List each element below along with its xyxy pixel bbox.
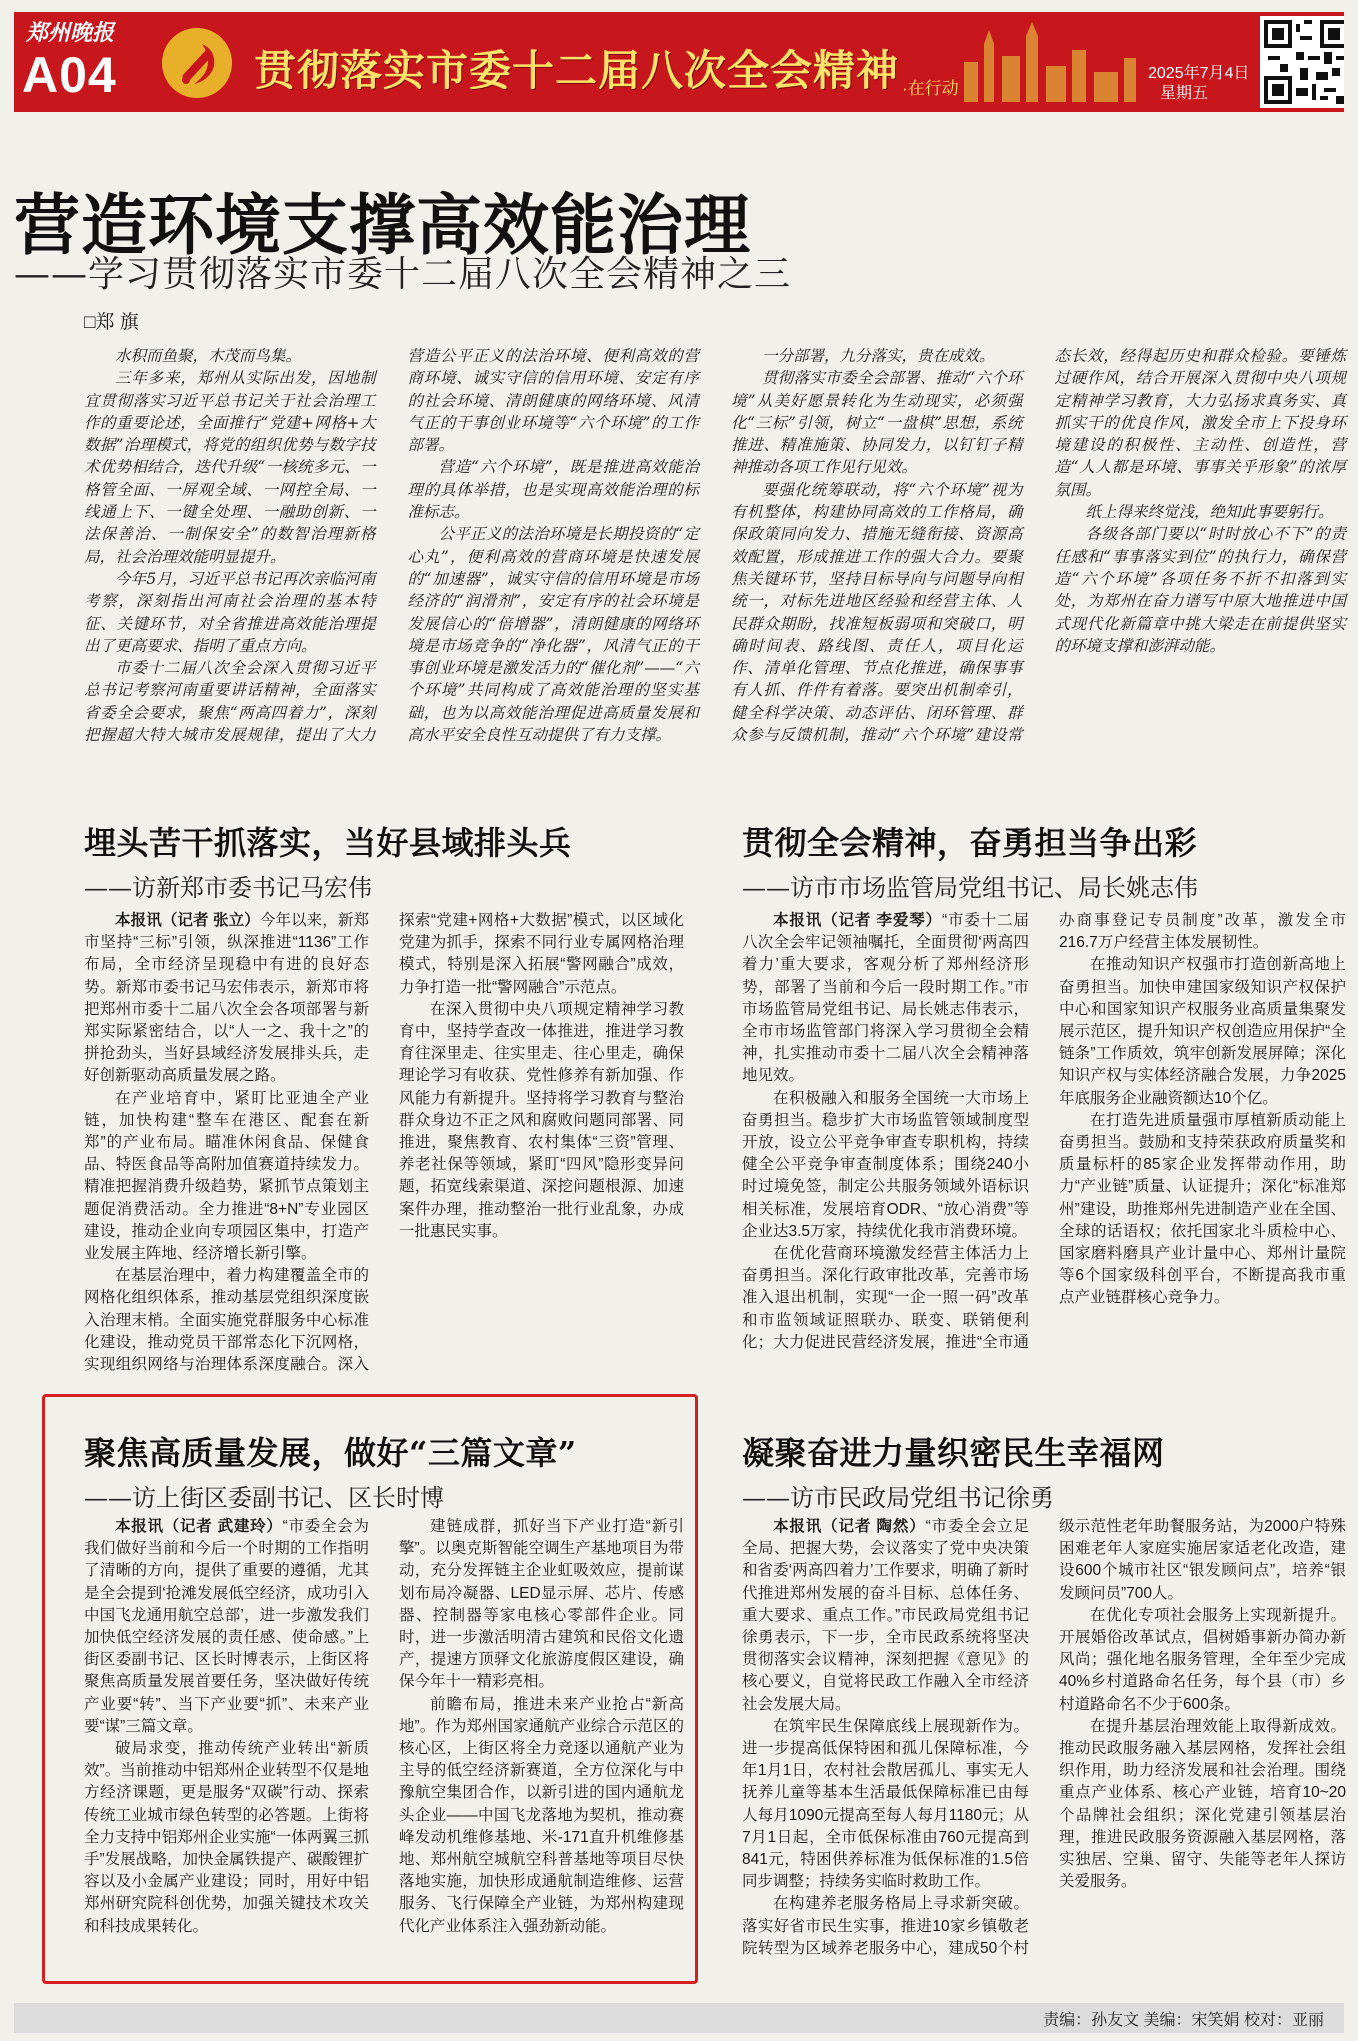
section-paragraph: “市委全会为我们做好当前和今后一个时期的工作指明了清晰的方向，提供了重要的遵循，尤其是全会提到‘抢滩发展低空经济，成功引入中国飞龙通用航空总部’，进一步激发我们加快低空经济发展的责任感、使命感。”上街区委副书记、区长时博表示，上街区将聚焦高质量发展首要任务，坚决做好传统产业要“转”、当下产业要“抓”、未来产业要“谋”三篇文章。 (84, 1518, 369, 1735)
issue-date: 2025年7月4日 (1148, 65, 1250, 82)
section-paragraph: 在优化专项社会服务上实现新提升。开展婚俗改革试点，倡树婚事新办简办新风尚；强化地名服务管理，全年至少完成40%乡村道路命名任务，每个县（市）乡村道路命名不少于600条。 (1059, 1606, 1346, 1713)
paper-name: 郑州晚报 (26, 20, 115, 46)
section-subtitle: ——访市市场监管局党组书记、局长姚志伟 (742, 874, 1198, 902)
main-article-body (84, 345, 1346, 755)
section-paragraph: 在深入贯彻中央八项规定精神学习教育中，坚持学查改一体推进，推进学习教育往深里走、往实里走、往心里走，确保理论学习有收获、党性修养有新加强、作风能力有新提升。坚持将学习教育与整治群众身边不正之风和腐败问题同部署、同推进，聚焦教育、农村集体“三资”管理、养老社保等领域，紧盯“四风”隐形变异问题，拓宽线索渠道、深挖问题根源、加速案件办理，推动整治一批行业乱象，办成一批惠民实事。 (399, 1000, 684, 1240)
section-paragraph: 建链成群，抓好当下产业打造“新引擎”。以奥克斯智能空调生产基地项目为带动，充分发挥链主企业虹吸效应，提前谋划布局冷凝器、LED显示屏、芯片、传感器、控制器等家电核心零部件企业。同时，进一步激活明清古建筑和民俗文化遗产，提速方顶驿文化旅游度假区建设，确保今年十一精彩亮相。 (399, 1518, 684, 1691)
main-paragraph: 今年5月，习近平总书记再次亲临河南考察，深刻指出河南社会治理的基本特征、关键环节，对全省推进高效能治理提出了更高要求、指明了重点方向。 (84, 569, 376, 655)
banner-title: 贯彻落实市委十二届八次全会精神 (254, 46, 900, 95)
section-lead: 本报讯（记者 李爱琴） (773, 912, 942, 929)
section-minzheng-heading (742, 1428, 1165, 1513)
main-paragraph: 纸上得来终觉浅，绝知此事要躬行。 (1085, 503, 1334, 522)
section-paragraph: “市委十二届八次全会牢记领袖嘱托，全面贯彻‘两高四着力’重大要求，客观分析了郑州经济形势，部署了当前和今后一段时期工作。”市市场监管局党组书记、局长姚志伟表示，全市市场监管部门将深入学习贯彻全会精神，扎实推动市委十二届八次全会精神落地见效。 (742, 912, 1029, 1085)
main-subheadline: ——学习贯彻落实市委十二届八次全会精神之三 (14, 254, 792, 295)
section-xinzheng-body (84, 910, 684, 1388)
section-shichang-heading (742, 818, 1198, 903)
section-shangjie-body (84, 1516, 684, 1976)
section-lead: 本报讯（记者 武建玲） (115, 1518, 283, 1535)
section-shangjie-heading (84, 1428, 577, 1513)
section-title: 聚焦高质量发展，做好“三篇文章” (84, 1434, 577, 1472)
main-paragraph: 公平正义的法治环境是长期投资的“定心丸”，便利高效的营商环境是快速发展的“加速器”，诚实守信的信用环境是市场经济的“润滑剂”，安定有序的社会环境是发展信心的“倍增器”，清朗健康的网络环境是市场竞争的“净化器”，风清气正的干事创业环境是激发活力的“催化剂”——“六个环境”共同构成了高效能治理的坚实基础，也为以高效能治理促进高质量发展和高水平安全良性互动提供了有力支撑。 (407, 525, 699, 745)
section-shichang-body (742, 910, 1346, 1388)
main-byline: □郑 旗 (84, 312, 139, 333)
section-lead: 本报讯（记者 张立） (115, 912, 260, 929)
section-lead: 本报讯（记者 陶然） (773, 1518, 926, 1535)
section-title: 埋头苦干抓落实，当好县域排头兵 (84, 824, 572, 862)
main-paragraph: 水积而鱼聚，木茂而鸟集。 (115, 347, 302, 365)
banner-subtitle: ·在行动 (902, 79, 959, 98)
party-emblem-icon (162, 28, 232, 98)
editor-credits: 责编：孙友文 美编：宋笑娟 校对：亚丽 (1043, 2012, 1324, 2029)
issue-weekday: 星期五 (1160, 85, 1209, 102)
section-paragraph: 在筑牢民生保障底线上展现新作为。进一步提高低保特困和孤儿保障标准，今年1月1日，农村社会散居孤儿、事实无人抚养儿童等基本生活最低保障标准已由每人每月1090元提高至每人每月1180元；从7月1日起，全市低保标准由760元提高到841元，特困供养标准为低保标准的1.5倍同步调整；持续务实临时救助工作。 (742, 1717, 1029, 1891)
main-paragraph: 各级各部门要以“时时放心不下”的责任感和“事事落实到位”的执行力，确保营造“六个环境”各项任务不折不扣落到实处，为郑州在奋力谱写中原大地推进中国式现代化新篇章中挑大梁走在前提供坚实的环境支撑和澎湃动能。 (1054, 525, 1346, 655)
section-paragraph: 今年以来，新郑市坚持“三标”引领，纵深推进“1136”工作布局，全市经济呈现稳中有进的良好态势。新郑市委书记马宏伟表示，新郑市将把郑州市委十二届八次全会各项部署与新郑实际紧密结合，以“人一之、我十之”的拼抢劲头，当好县域经济发展排头兵，走好创新驱动高质量发展之路。 (84, 912, 369, 1085)
section-title: 凝聚奋进力量织密民生幸福网 (742, 1434, 1165, 1472)
section-paragraph: 破局求变，推动传统产业转出“新质效”。当前推动中铝郑州企业转型不仅是地方经济课题，更是服务“双碳”行动、探索传统工业城市绿色转型的必答题。上街将全力支持中铝郑州企业实施“一体两翼三抓手”发展战略，加快金属铁提产、碳酸锂扩容以及小金属产业建设；同时，用好中铝郑州研究院科创优势，加强关键技术攻关和科技成果转化。 (84, 1740, 369, 1935)
section-paragraph: 在积极融入和服务全国统一大市场上奋勇担当。稳步扩大市场监管领域制度型开放，设立公平竞争审查专职机构，持续健全公平竞争审查制度体系；围绕240小时过境免签，制定公共服务领域外语标识相关标准，发展培育ODR、“放心消费”等企业达3.5万家，持续优化我市消费环境。 (742, 1089, 1029, 1240)
section-paragraph: 在产业培育中，紧盯比亚迪全产业链，加快构建“整车在港区、配套在新郑”的产业布局。瞄准休闲食品、保健食品、特医食品等高附加值赛道持续发力。精准把握消费升级趋势，紧抓节点策划主题促消费活动。全力推进“8+N”专业园区建设，推动企业向专项园区集中，打造产业发展主阵地、经济增长新引擎。 (84, 1089, 369, 1263)
page-number: A04 (22, 47, 117, 103)
section-paragraph: 在推动知识产权强市打造创新高地上奋勇担当。加快申建国家级知识产权保护中心和国家知识产权服务业高质量集聚发展示范区，提升知识产权创造应用保护“全链条”工作质效，筑牢创新发展屏障；深化知识产权与实体经济融合发展，力争2025年底服务企业融资额达10个亿。 (1059, 956, 1346, 1107)
qr-code-icon (1260, 16, 1344, 108)
section-subtitle: ——访新郑市委书记马宏伟 (84, 874, 372, 902)
footer-bar (14, 2003, 1344, 2033)
section-paragraph: 在基层治理中，着力构建覆盖全市的网格化组织体系，推动基层党组织深度嵌入治理末梢。全面实施党群服务中心标准化建设，推动党员干部常态化下沉网格，实现组织网络与治理体系深度融合。深入探索“党建+网格+大数据”模式，以区域化党建为抓手，探索不同行业专属网格治理模式，特别是深入拓展“警网融合”成效，力争打造一批“警网融合”示范点。 (84, 912, 684, 1374)
main-paragraph: 贯彻落实市委全会部署、推动“六个环境”从美好愿景转化为生动现实，必须强化“三标”引领，树立“一盘棋”思想，系统推进、精准施策、协同发力，以钉钉子精神推动各项工作见行见效。 (731, 369, 1023, 477)
section-paragraph: 在提升基层治理效能上取得新成效。推动民政服务融入基层网格，发挥社会组织作用，助力经济发展和社会治理。围绕重点产业体系、核心产业链，培育10~20个品牌社会组织；深化党建引领基层治理，推进民政服务资源融入基层网格，落实独居、空巢、留守、失能等老年人探访关爱服务。 (1059, 1717, 1346, 1891)
section-paragraph: 在优化营商环境激发经营主体活力上奋勇担当。深化行政审批改革，完善市场准入退出机制，实现“一企一照一码”改革和市监领域证照联办、联变、联销便利化；大力促进民营经济发展，推进“全市通办商事登记专员制度”改革，激发全市216.7万户经营主体发展韧性。 (742, 912, 1346, 1351)
masthead (14, 12, 1344, 112)
section-paragraph: 在打造先进质量强市厚植新质动能上奋勇担当。鼓励和支持荣获政府质量奖和质量标杆的85家企业发挥带动作用，助力“产业链”质量、认证提升；深化“标准郑州”建设，助推郑州先进制造产业在全国、全球的话语权；依托国家北斗质检中心、国家磨料磨具产业计量中心、郑州计量院等6个国家级科创平台，不断提高我市重点产业链群核心竞争力。 (1059, 1111, 1346, 1307)
section-title: 贯彻全会精神，奋勇担当争出彩 (742, 824, 1198, 862)
section-subtitle: ——访市民政局党组书记徐勇 (742, 1484, 1054, 1512)
main-paragraph: 三年多来，郑州从实际出发，因地制宜贯彻落实习近平总书记关于社会治理工作的重要论述，全面推行“党建+网格+大数据”治理模式，将党的组织优势与数字技术优势相结合，迭代升级“一核统多元、一格管全面、一屏观全域、一网控全局、一线通上下、一键全处理、一融助创新、一法保善治、一制保安全”的数智治理新格局，社会治理效能明显提升。 (84, 369, 376, 566)
section-paragraph: 在构建养老服务格局上寻求新突破。落实好省市民生实事，推进10家乡镇敬老院转型为区域养老服务中心，建成50个村级示范性老年助餐服务站，为2000户特殊困难老年人家庭实施居家适老化改造，建设600个城市社区“银发顾问点”，培养“银发顾问员”700人。 (742, 1518, 1346, 1957)
section-xinzheng-heading (84, 818, 572, 903)
main-paragraph: 要强化统筹联动，将“六个环境”视为有机整体，构建协同高效的工作格局，确保政策同向发力、措施无缝衔接、资源高效配置，形成推进工作的强大合力。要聚焦关键环节，坚持目标导向与问题导向相统一，对标先进地区经验和经营主体、人民群众期盼，找准短板弱项和突破口，明确时间表、路线图、责任人，项目化运作、清单化管理、节点化推进，确保事事有人抓、件件有着落。要突出机制牵引，健全科学决策、动态评估、闭环管理、群众参与反馈机制，推动“六个环境”建设常态长效，经得起历史和群众检验。要锤炼过硬作风，结合开展深入贯彻中央八项规定精神学习教育，大力弘扬求真务实、真抓实干的优良作风，激发全市上下投身环境建设的积极性、主动性、创造性，营造“人人都是环境、事事关乎形象”的浓厚氛围。 (731, 347, 1346, 745)
section-paragraph: “市委全会立足全局、把握大势，会议落实了党中央决策和省委‘两高四着力’工作要求，明确了新时代推进郑州发展的奋斗目标、总体任务、重大要求、重点工作。”市民政局党组书记徐勇表示，下一步，全市民政系统将坚决贯彻落实会议精神，深刻把握《意见》的核心要义，自觉将民政工作融入全市经济社会发展大局。 (742, 1518, 1029, 1713)
main-paragraph: 营造“六个环境”，既是推进高效能治理的具体举措，也是实现高效能治理的标准标志。 (407, 458, 699, 522)
section-minzheng-body (742, 1516, 1346, 1976)
main-paragraph: 一分部署，九分落实，贵在成效。 (762, 347, 995, 365)
section-subtitle: ——访上街区委副书记、区长时博 (84, 1484, 444, 1512)
main-headline: 营造环境支撑高效能治理 (14, 186, 751, 264)
main-paragraph: 市委十二届八次全会深入贯彻习近平总书记考察河南重要讲话精神，全面落实省委全会要求，聚焦“两高四着力”，深刻把握超大特大城市发展规律，提出了大力营造公平正义的法治环境、便利高效的营商环境、诚实守信的信用环境、安定有序的社会环境、清朗健康的网络环境、风清气正的干事创业环境等“六个环境”的工作部署。 (84, 347, 699, 745)
section-paragraph: 前瞻布局，推进未来产业抢占“新高地”。作为郑州国家通航产业综合示范区的核心区，上街区将全力竞逐以通航产业为主导的低空经济新赛道，全方位深化与中豫航空集团合作，以新引进的国内通航龙头企业——中国飞龙落地为契机，推动赛峰发动机维修基地、米-171直升机维修基地、郑州航空城航空科普基地等项目尽快落地实施，加快形成通航制造维修、运营服务、飞行保障全产业链，为郑州构建现代化产业体系注入强劲新动能。 (399, 1695, 684, 1935)
